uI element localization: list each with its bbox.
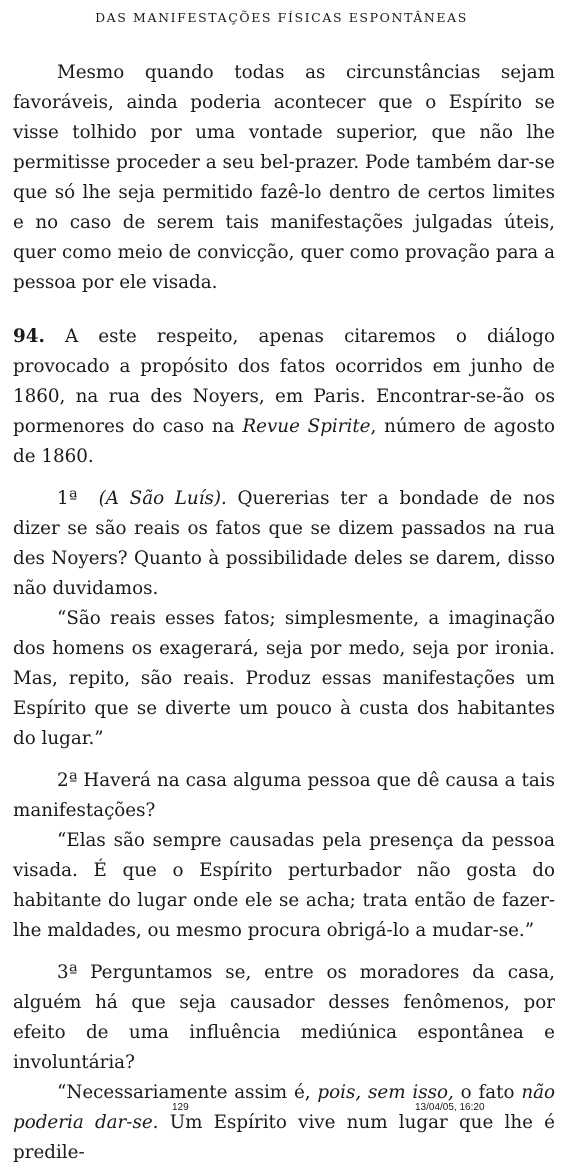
question-3: 3ª Perguntamos se, entre os moradores da casa, alguém há que seja causador desses fenômenos, por efeito de uma influência mediúnica espontânea e involuntária?: [13, 962, 555, 1073]
question-1-text: Quererias ter a bondade de nos dizer se são reais os fatos que se dizem passados na rua des Noyers? Quanto à possibilidade deles se darem, disso não duvidamos.: [13, 488, 555, 599]
print-timestamp: 13/04/05, 16:20: [415, 1102, 485, 1113]
question-1-addressee: (A São Luís).: [98, 488, 227, 509]
section-number: 94.: [13, 326, 45, 347]
question-1-number: 1ª: [57, 488, 78, 509]
answer-3-italic-1: pois, sem isso,: [317, 1082, 454, 1103]
answer-3: [13, 1078, 555, 1168]
page-number: 129: [172, 1102, 189, 1113]
section-94: [13, 322, 555, 472]
paragraph-intro: Mesmo quando todas as circunstâncias sejam favoráveis, ainda poderia acontecer que o Espírito se visse tolhido por uma vontade superior, que não lhe permitisse proceder a seu bel-prazer. Pode também dar-se que só lhe seja permitido fazê-lo dentro de certos limites e no caso de serem tais manifestações julgadas úteis, quer como meio de convicção, quer como provação para a pessoa por ele visada.: [13, 62, 555, 293]
answer-2: “Elas são sempre causadas pela presença da pessoa visada. É que o Espírito perturbador não gosta do habitante do lugar onde ele se acha; trata então de fazer-lhe maldades, ou mesmo procura obrigá-lo a mudar-se.”: [13, 830, 555, 941]
page-body: [13, 58, 555, 1168]
section-94-text-b: , número de agosto de 1860.: [13, 416, 555, 467]
running-header: DAS MANIFESTAÇÕES FÍSICAS ESPONTÂNEAS: [95, 10, 468, 25]
answer-1: “São reais esses fatos; simplesmente, a imaginação dos homens os exagerará, seja por medo, seja por ironia. Mas, repito, são reais. Produz essas manifestações um Espírito que se diverte um pouco à custa dos habitantes do lugar.”: [13, 608, 555, 749]
answer-3-start: “Necessariamente assim é,: [57, 1082, 318, 1103]
answer-3-italic-2: não poderia dar-se.: [13, 1082, 555, 1133]
section-94-text-a: A este respeito, apenas citaremos o diálogo provocado a propósito dos fatos ocorridos em junho de 1860, na rua des Noyers, em Paris. Encontrar-se-ão os pormenores do caso na: [13, 326, 555, 437]
question-1: [13, 484, 555, 604]
journal-title: Revue Spirite: [242, 416, 371, 437]
answer-3-end: Um Espírito vive num lugar que lhe é predile-: [13, 1112, 555, 1163]
answer-3-mid: o fato: [453, 1082, 522, 1103]
question-2: 2ª Haverá na casa alguma pessoa que dê causa a tais manifestações?: [13, 770, 555, 821]
